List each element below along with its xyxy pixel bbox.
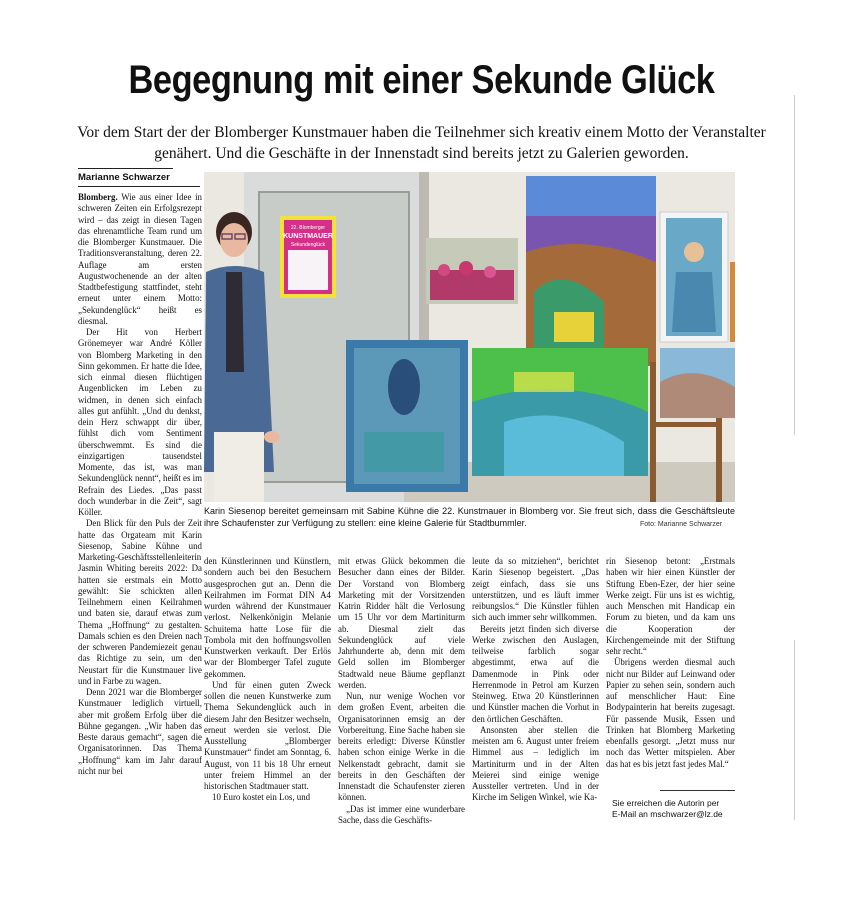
- article-column-1: [78, 192, 202, 822]
- paragraph: [78, 192, 202, 327]
- painting-portrait: [660, 212, 728, 342]
- paragraph: rin Siesenop betont: „Erstmals haben wir hier einen Künstler der Stiftung Eben-Ezer, der hier seine Werke zeigt. Für uns ist es wichtig, auch Menschen mit Handicap ein Forum zu bieten, und da kam uns die Kooperation der Kirchengemeinde mit der Stiftung sehr recht.“: [606, 556, 735, 656]
- poster-line-1: 22. Blomberger: [290, 225, 326, 231]
- article-column-5: [606, 556, 735, 788]
- paragraph: leute da so mitziehen“, berichtet Karin Siesenop begeistert. „Das zeigt einfach, dass sie uns unterstützen, und es läuft immer reibungslos.“ Die Künstler fühlen sich auch immer sehr willkommen.: [472, 556, 599, 623]
- paragraph: Bereits jetzt finden sich diverse Werke zwischen den Auslagen, teilweise farblich sogar abgestimmt, etwa auf die Damenmode in Pink oder Herrenmode in Petrol am Kurzen Steinweg. Etwa 20 Künstlerinnen und Künstler machen die Vorhut in den örtlichen Geschäften.: [472, 623, 599, 724]
- painting-flowers: [426, 238, 518, 304]
- article-column-2: [204, 556, 331, 836]
- contact-line-2: E-Mail an mschwarzer@lz.de: [612, 809, 723, 819]
- paragraph: mit etwas Glück bekommen die Besucher dann eines der Bilder. Der Vorstand von Blomberg Marketing mit der Vorsitzenden Katrin Ridder hält die Verlosung um 15 Uhr vor dem Martiniturm ab. Diesmal zielt das Sekundenglück auf viele Jahrhunderte ab, denn mit dem Geld sollen im Blomberger Stadtwald neue Bäume gepflanzt werden.: [338, 556, 465, 690]
- paragraph: Nun, nur wenige Wochen vor dem großen Event, arbeiten die Organisatorinnen emsig an der Vorbereitung. Eine Sache haben sie bereits erledigt: Diverse Künstler haben schon einige Werke in die Nelkenstadt gebracht, damit sie bereits in den Geschäften der Innenstadt die Schaufenster zieren können.: [338, 691, 465, 803]
- painting-edge: [730, 262, 735, 342]
- photo-caption: Karin Siesenop bereitet gemeinsam mit Sabine Kühne die 22. Kunstmauer in Blomberg vor. Sie freut sich, dass die Geschäftsleute ihre Schaufenster zur Verfügung zu stellen: eine kleine Galerie für Stadtbummler.: [204, 506, 735, 528]
- article-column-4: [472, 556, 599, 836]
- article-photo: [204, 172, 735, 502]
- paragraph: Übrigens werden diesmal auch nicht nur Bilder auf Leinwand oder Papier zu sehen sein, sondern auch auf menschlicher Haut: Eine Bodypainterin hat bereits zugesagt. Für passende Musik, Essen und Trinken hat Blomberg Marketing ebenfalls gesorgt. „Jetzt muss nur noch das Wetter mitspielen. Aber das hat es bis jetzt fast jedes Mal.“: [606, 657, 735, 769]
- kunstmauer-poster: [280, 216, 336, 298]
- headline: Begegnung mit einer Sekunde Glück: [128, 58, 715, 102]
- article-column-3: [338, 556, 465, 836]
- paragraph: Ansonsten aber stellen die meisten am 6. August unter freiem Himmel aus – lediglich im Martiniturm und in der Alten Meierei sind einige wenige Aussteller vertreten. Und in der Kirche im Seligen Winkel, wie Ka-: [472, 724, 599, 803]
- painting-teal-green: [472, 348, 648, 476]
- paragraph: den Künstlerinnen und Künstlern, sondern auch bei den Besuchern ausgesprochen gut an. Denn die Keilrahmen im Format DIN A4 wurden während der Kunstmauer verlost. Nelkenkönigin Melanie Schuitema hatte Lose für die Tombola mit den hoffnungsvollen Kunstwerken verkauft. Der Erlös war der Blomberger Tafel zugute gekommen.: [204, 556, 331, 679]
- page-edge-line: [794, 640, 795, 820]
- photo-credit: Foto: Marianne Schwarzer: [640, 521, 723, 528]
- author-rule-bottom: [78, 186, 200, 187]
- photo-illustration: [204, 172, 735, 502]
- author-rule-top: [78, 168, 173, 169]
- contact-line-1: Sie erreichen die Autorin per: [612, 798, 720, 808]
- author-contact: [612, 798, 734, 820]
- paragraph: Denn 2021 war die Blomberger Kunstmauer lediglich virtuell, aber mit großem Erfolg über die Bühne gegangen. „Wir haben das Beste daraus gemacht“, sagen die Organisatorinnen. Das Thema „Hoffnung“ kam im Jahr darauf nicht nur bei: [78, 687, 202, 776]
- page-edge-line: [794, 95, 795, 435]
- paragraph: „Das ist immer eine wunderbare Sache, dass die Geschäfts-: [338, 803, 465, 825]
- paragraph: 10 Euro kostet ein Los, und: [212, 792, 311, 803]
- poster-line-2: KUNSTMAUER: [283, 233, 333, 240]
- paragraph: Und für einen guten Zweck sollen die neuen Kunstwerke zum Thema Sekundenglück auch in diesem Jahr den Besitzer wechseln, erneut werden sie verlost. Die Ausstellung „Blomberger Kunstmauer“ findet am Sonntag, 6. August, von 11 bis 18 Uhr erneut unter freiem Himmel an der historischen Stadtmauer statt.: [204, 679, 331, 791]
- paragraph-text: Wie aus einer Idee in schweren Zeiten ein Erfolgsrezept wird – das zeigt in diesen Tagen das ehrenamtliche Team rund um die Blomberger Kunstmauer. Die Traditionsveranstaltung, deren 22. Auflage am ersten Augustwochenende an der alten Stadtbefestigung stattfindet, steht erneut unter einem Motto: „Sekundenglück“ heißt es diesmal.: [78, 192, 202, 326]
- dateline: Blomberg.: [78, 192, 118, 202]
- author-byline: Marianne Schwarzer: [78, 172, 170, 183]
- painting-purple-landscape: [526, 176, 656, 366]
- subline: Vor dem Start der der Blomberger Kunstmauer haben die Teilnehmer sich kreativ einem Motto der Veranstalter genähert. Und die Geschäfte in der Innenstadt sind bereits jetzt zu Galerien geworden.: [77, 124, 766, 162]
- paragraph: Den Blick für den Puls der Zeit hatte das Orgateam mit Karin Siesenop, Sabine Kühne und Marketing-Geschäftsstellenleiterin Jasmin Whiting bereits 2022: Da hatten sie erstmals ein Motto gewählt: Sie schickten allen Teilnehmern einen Keilrahmen und baten sie, darauf etwas zum Thema „Hoffnung“ zu gestalten. Damals schien es den Dreien nach der schweren Pandemiezeit genau das Richtige zu sein, um den Neustart für die Kunstmauer live und in Farbe zu wagen.: [78, 518, 202, 686]
- painting-blue-abstract: [346, 340, 468, 492]
- contact-rule: [660, 790, 735, 791]
- poster-line-3: Sekundenglück: [290, 242, 326, 248]
- paragraph: Der Hit von Herbert Grönemeyer war André Köller von Blomberg Marketing in den Sinn gekommen. Er hatte die Idee, sich einmal diesen flüchtigen Augenblicken im Leben zu widmen, in denen sich einfach alles gut anfühlt. „Und du denkst, dein Herz schwappt dir über, fühlst dich vom Sentiment überschwemmt. Es sind die einzigartigen tausendstel Momente, das ist, was man Sekundenglück nennt“, heißt es im Refrain des Liedes. „Das passt doch wunderbar in die Zeit“, sagt Köller.: [78, 327, 202, 517]
